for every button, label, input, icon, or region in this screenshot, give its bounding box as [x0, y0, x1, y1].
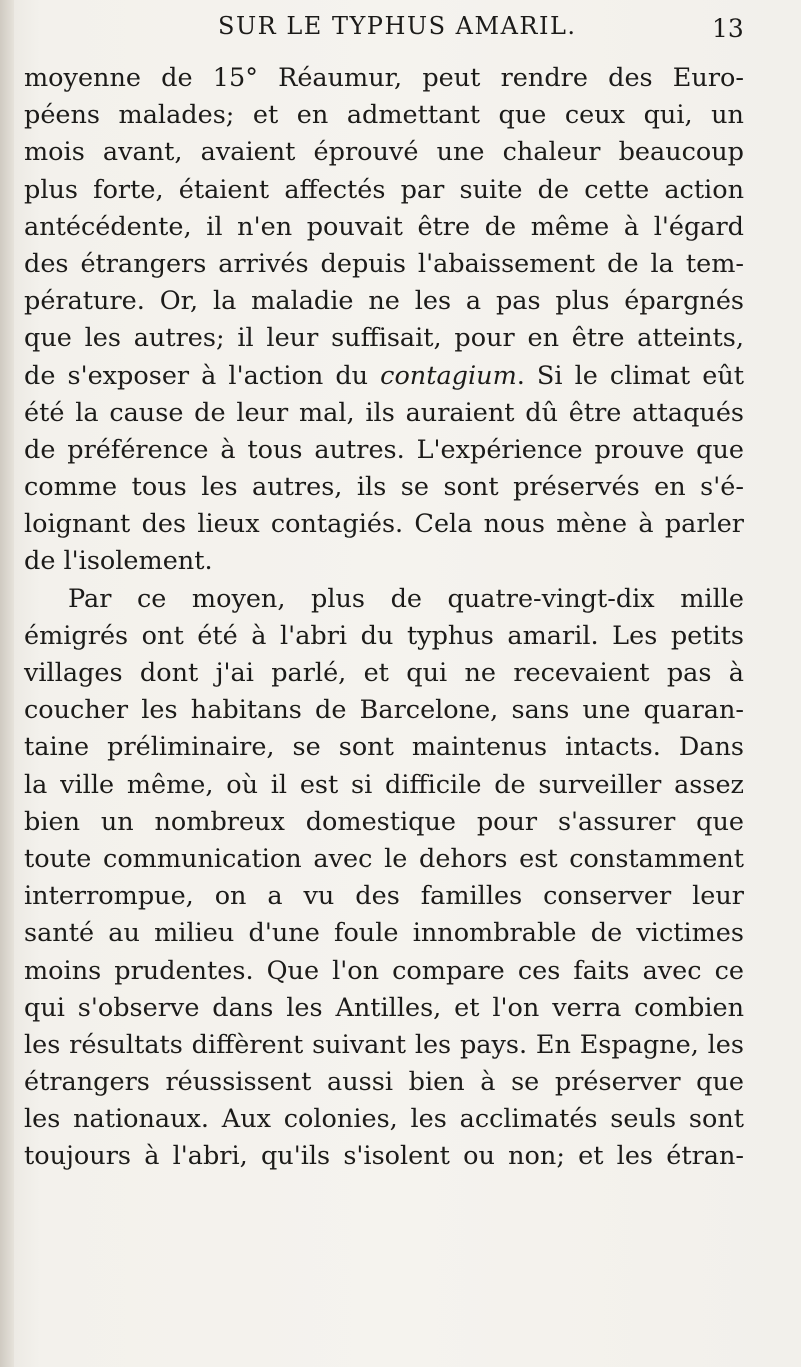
- text-line: péens malades; et en admettant que ceux qui, un: [24, 100, 744, 131]
- text-line: les résultats diffèrent suivant les pays. En Espagne, les: [24, 1029, 744, 1060]
- text-line: la ville même, où il est si difficile de surveiller assez: [24, 769, 744, 800]
- text-line: toute communication avec le dehors est constamment: [24, 843, 744, 874]
- text-line: moins prudentes. Que l'on compare ces faits avec ce: [24, 955, 744, 986]
- text-line: mois avant, avaient éprouvé une chaleur beaucoup: [24, 137, 744, 168]
- page-number: 13: [712, 14, 744, 43]
- text-line-with-italic: [24, 358, 744, 395]
- binding-edge: [0, 0, 14, 1367]
- text-line: comme tous les autres, ils se sont préservés en s'é-: [24, 472, 744, 503]
- text-line: qui s'observe dans les Antilles, et l'on verra combien: [24, 992, 744, 1023]
- text-line: moyenne de 15° Réaumur, peut rendre des Euro-: [24, 63, 744, 93]
- text-line: émigrés ont été à l'abri du typhus amaril. Les petits: [24, 620, 744, 651]
- italic-term: contagium: [380, 360, 517, 391]
- text-line: pérature. Or, la maladie ne les a pas plus épargnés: [24, 286, 744, 317]
- text-line: bien un nombreux domestique pour s'assurer que: [24, 806, 744, 837]
- text-segment: de s'exposer à l'action du: [24, 360, 381, 391]
- running-head-title: SUR LE TYPHUS AMARIL.: [218, 12, 577, 40]
- text-line: Par ce moyen, plus de quatre-vingt-dix mille: [68, 583, 744, 614]
- text-line: interrompue, on a vu des familles conserver leur: [24, 881, 744, 912]
- text-line: été la cause de leur mal, ils auraient dû être attaqués: [24, 397, 744, 428]
- body-text: [24, 60, 744, 1176]
- text-line: taine préliminaire, se sont maintenus intacts. Dans: [24, 732, 744, 763]
- text-line: de l'isolement.: [24, 546, 213, 577]
- text-line: villages dont j'ai parlé, et qui ne recevaient pas à: [24, 658, 744, 688]
- text-line: étrangers réussissent aussi bien à se préserver que: [24, 1067, 744, 1098]
- text-segment: . Si le climat eût: [516, 360, 744, 391]
- text-line: les nationaux. Aux colonies, les acclimatés seuls sont: [24, 1104, 744, 1135]
- running-head: [0, 8, 801, 48]
- text-line: santé au milieu d'une foule innombrable de victimes: [24, 918, 744, 949]
- text-line: plus forte, étaient affectés par suite de cette action: [24, 174, 744, 205]
- text-line: des étrangers arrivés depuis l'abaissement de la tem-: [24, 248, 744, 279]
- text-line: toujours à l'abri, qu'ils s'isolent ou non; et les étran-: [24, 1141, 744, 1172]
- text-line: antécédente, il n'en pouvait être de même à l'égard: [24, 211, 744, 242]
- text-line: que les autres; il leur suffisait, pour en être atteints,: [24, 323, 744, 354]
- text-line: de préférence à tous autres. L'expérience prouve que: [24, 434, 744, 465]
- text-line: coucher les habitans de Barcelone, sans une quaran-: [24, 695, 744, 726]
- text-line: loignant des lieux contagiés. Cela nous mène à parler: [24, 509, 744, 540]
